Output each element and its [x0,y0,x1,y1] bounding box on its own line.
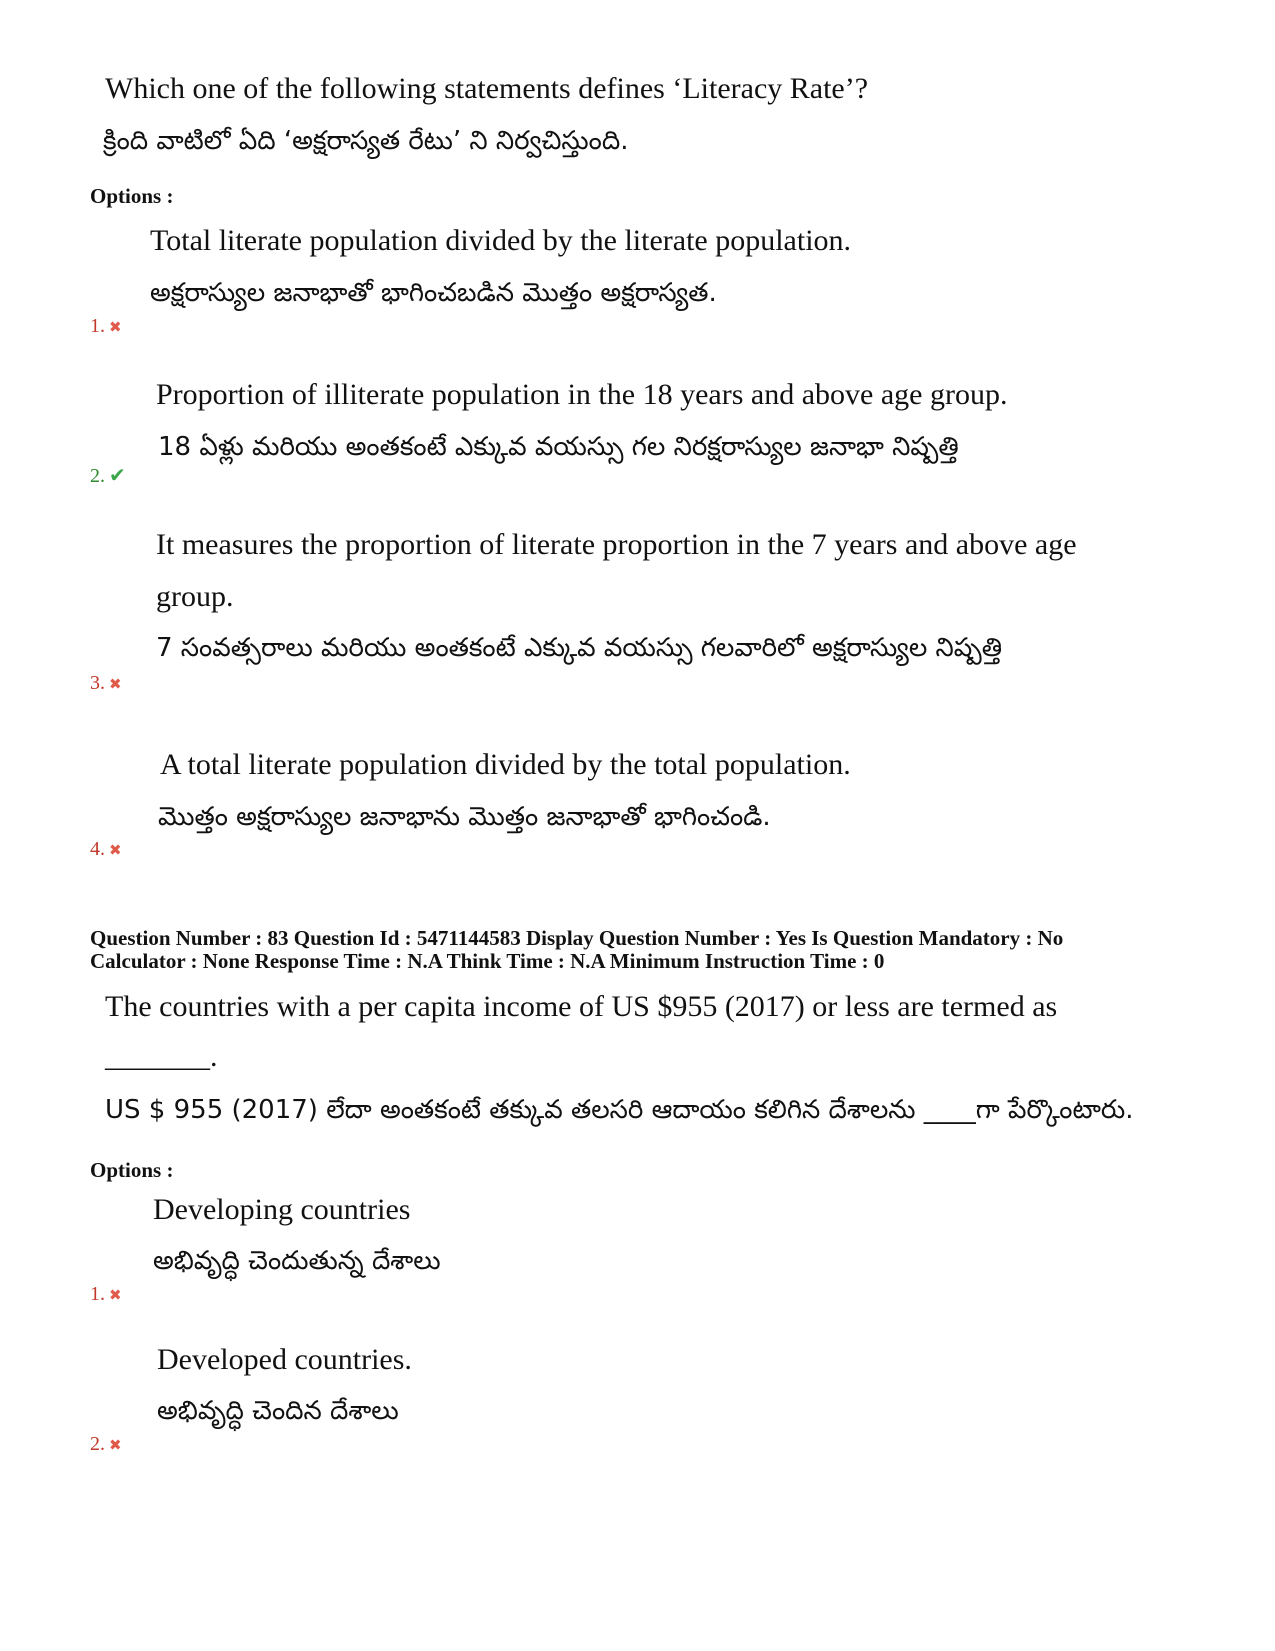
question-meta-line2: Calculator : None Response Time : N.A Think Time : N.A Minimum Instruction Time : 0 [90,949,885,973]
option-2-text-en: Developed countries. [157,1343,412,1376]
option-1-number: 1. [90,1283,105,1305]
option-3-number: 3. [90,672,105,694]
question-text-en-line1: The countries with a per capita income of US $955 (2017) or less are termed as [105,990,1058,1023]
option-4-marker [90,838,122,861]
cross-icon: ✖ [109,318,122,336]
question-text-en-line2: _______. [105,1040,218,1073]
option-1-text-te: అక్షరాస్యుల జనాభాతో భాగించబడిన మొత్తం అక్షరాస్యత. [150,278,717,308]
option-2-text-en: Proportion of illiterate population in the 18 years and above age group. [156,378,1008,411]
options-label: Options : [90,184,174,208]
cross-icon: ✖ [109,675,122,693]
option-4-number: 4. [90,838,105,860]
question-text-te: US $ 955 (2017) లేదా అంతకంటే తక్కువ తలసరి ఆదాయం కలిగిన దేశాలను ____గా పేర్కొంటారు. [105,1095,1134,1125]
cross-icon: ✖ [109,1436,122,1454]
option-2-number: 2. [90,1433,105,1455]
option-2-text-te: 18 ఏళ్లు మరియు అంతకంటే ఎక్కువ వయస్సు గల నిరక్షరాస్యుల జనాభా నిష్పత్తి [158,432,959,462]
option-1-marker [90,315,122,338]
option-1-text-en: Developing countries [153,1193,411,1226]
option-3-text-en-line2: group. [156,580,234,613]
option-1-text-en: Total literate population divided by the literate population. [150,224,852,257]
option-3-text-te: 7 సంవత్సరాలు మరియు అంతకంటే ఎక్కువ వయస్సు గలవారిలో అక్షరాస్యుల నిష్పత్తి [156,633,1003,663]
option-1-marker [90,1283,122,1306]
option-1-number: 1. [90,315,105,337]
question-text-te: క్రింది వాటిలో ఏది ‘అక్షరాస్యత రేటు’ ని నిర్వచిస్తుంది. [103,126,629,156]
option-4-text-en: A total literate population divided by the total population. [160,748,851,781]
options-label: Options : [90,1158,174,1182]
option-2-number: 2. [90,465,105,487]
check-icon: ✔ [109,463,126,487]
question-text-en: Which one of the following statements defines ‘Literacy Rate’? [105,72,869,105]
option-1-text-te: అభివృద్ధి చెందుతున్న దేశాలు [153,1246,441,1276]
option-2-text-te: అభివృద్ధి చెందిన దేశాలు [157,1396,399,1426]
question-meta-line1: Question Number : 83 Question Id : 5471144583 Display Question Number : Yes Is Question Mandatory : No [90,926,1064,950]
option-2-marker [90,1433,122,1456]
cross-icon: ✖ [109,841,122,859]
option-3-marker [90,672,122,695]
option-3-text-en-line1: It measures the proportion of literate proportion in the 7 years and above age [156,528,1077,561]
cross-icon: ✖ [109,1286,122,1304]
option-2-marker [90,463,126,488]
option-4-text-te: మొత్తం అక్షరాస్యుల జనాభాను మొత్తం జనాభాతో భాగించండి. [158,802,771,832]
